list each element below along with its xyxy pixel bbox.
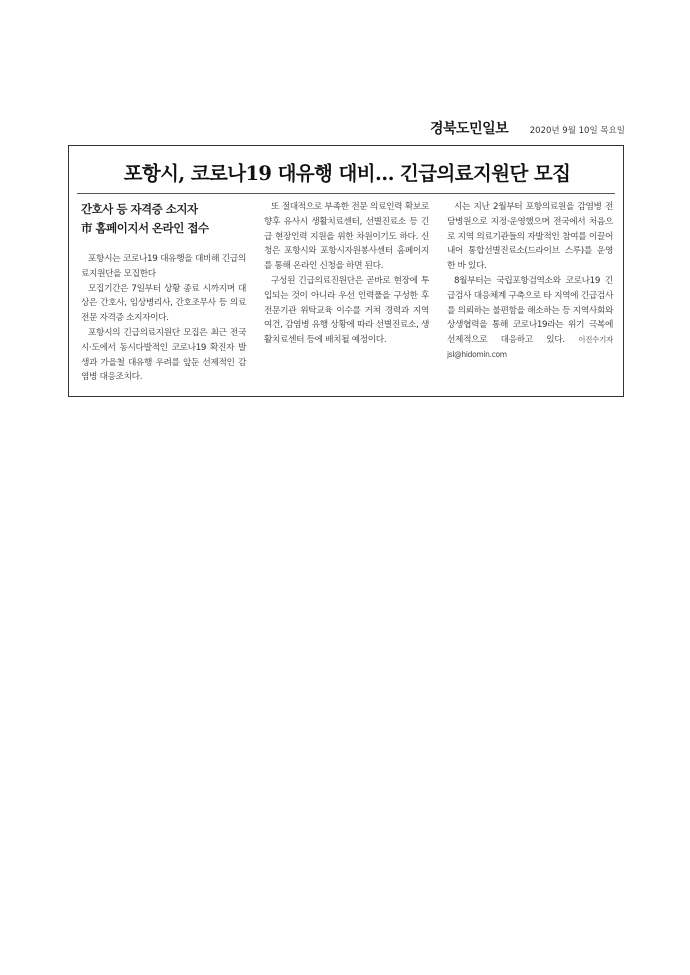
publication-date: 2020년 9월 10일 목요일 — [529, 126, 625, 136]
paragraph-text: 8월부터는 국립포항검역소와 코로나19 긴급검사 대응체계 구축으로 타 지역에 긴급검사를 의뢰하는 불편함을 해소하는 등 지역사회와 상생협력을 통해 코로나19라는 위기 극복에 선제적으로 대응하고 있다. — [447, 275, 613, 346]
paragraph: 모집기간은 7일부터 상황 종료 시까지며 대상은 간호사, 임상병리사, 간호조무사 등 의료전문 자격증 소지자이다. — [81, 283, 246, 324]
masthead — [430, 118, 625, 138]
paragraph: 시는 지난 2월부터 포항의료원을 감염병 전담병원으로 지정·운영했으며 전국에서 처음으로 지역 의료기관들의 자발적인 참여를 이끌어 내어 통합선별진료소(드라이브 스루)를 운영한 바 있다. — [447, 202, 613, 272]
newspaper-name: 경북도민일보 — [430, 121, 509, 137]
article-clipping — [68, 145, 624, 397]
article-column-1 — [81, 200, 246, 385]
article-column-3 — [447, 200, 613, 363]
paragraph — [447, 274, 613, 363]
article-subheadline — [81, 200, 246, 238]
headline-divider — [77, 193, 615, 194]
paragraph: 포항시는 코로나19 대유행을 대비해 긴급의료지원단을 모집한다 — [81, 254, 246, 279]
paragraph: 구성된 긴급의료진원단은 곧바로 현장에 투입되는 것이 아니라 우선 인력풀을 구성한 후 전문기관 위탁교육 이수를 거쳐 경력과 지역 여건, 감염병 유행 상황에 따라 선별진료소, 생활치료센터 등에 배치될 예정이다. — [264, 275, 429, 346]
subheadline-line-1: 간호사 등 자격증 소지자 — [81, 202, 198, 216]
subheadline-line-2: 市 홈페이지서 온라인 접수 — [81, 221, 209, 235]
article-headline: 포항시, 코로나19 대유행 대비… 긴급의료지원단 모집 — [123, 162, 571, 185]
paragraph: 또 절대적으로 부족한 전문 의료인력 확보로 향후 유사시 생활치료센터, 선별진료소 등 긴급 현장인력 지원을 위한 차원이기도 하다. 신청은 포항시와 포항시자원봉사센터 홈페이지를 통해 온라인 신청을 하면 된다. — [264, 202, 429, 272]
article-column-2 — [264, 200, 429, 348]
paragraph: 포항시의 긴급의료지원단 모집은 최근 전국 시·도에서 동시다발적인 코로나19 확진자 발생과 가을철 대유행 우려를 앞둔 선제적인 감염병 대응조치다. — [81, 327, 246, 383]
byline: 이진수기자 jsl@hidomin.com — [447, 335, 613, 359]
